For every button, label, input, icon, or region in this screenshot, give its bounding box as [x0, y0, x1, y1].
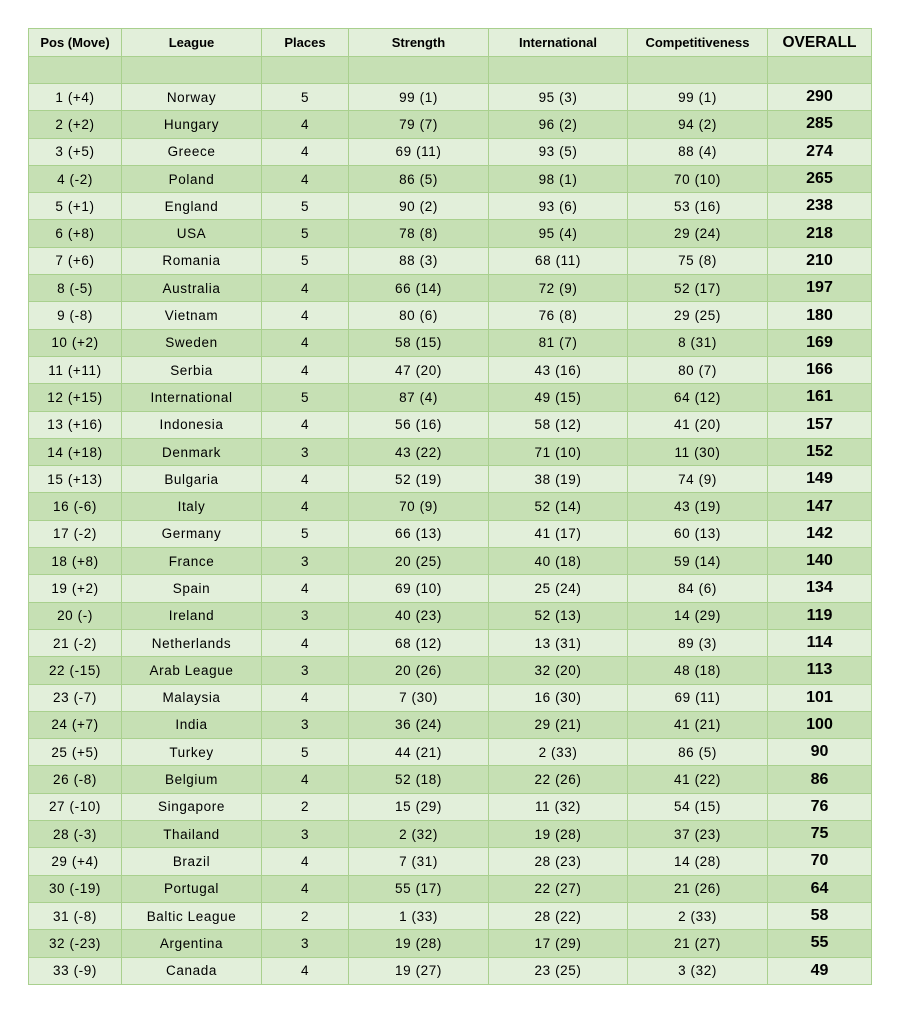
table-row [29, 247, 872, 274]
pos-move-cell: 25 (+5) [29, 739, 122, 766]
strength-cell: 52 (18) [349, 766, 489, 793]
overall-cell: 274 [768, 138, 872, 165]
international-cell: 95 (3) [489, 84, 628, 111]
competitiveness-cell: 21 (26) [628, 875, 768, 902]
league-cell: Turkey [122, 739, 262, 766]
pos-move-cell: 14 (+18) [29, 438, 122, 465]
pos-move-cell: 21 (-2) [29, 629, 122, 656]
international-cell: 71 (10) [489, 438, 628, 465]
competitiveness-cell: 2 (33) [628, 902, 768, 929]
places-cell: 4 [262, 466, 349, 493]
strength-cell: 80 (6) [349, 302, 489, 329]
spacer-cell [489, 57, 628, 84]
strength-cell: 68 (12) [349, 629, 489, 656]
strength-cell: 56 (16) [349, 411, 489, 438]
league-cell: Portugal [122, 875, 262, 902]
pos-move-cell: 4 (-2) [29, 165, 122, 192]
strength-cell: 70 (9) [349, 493, 489, 520]
pos-move-cell: 2 (+2) [29, 111, 122, 138]
pos-move-cell: 15 (+13) [29, 466, 122, 493]
table-row [29, 493, 872, 520]
pos-move-cell: 11 (+11) [29, 356, 122, 383]
places-cell: 3 [262, 657, 349, 684]
places-cell: 3 [262, 602, 349, 629]
overall-cell: 218 [768, 220, 872, 247]
strength-cell: 15 (29) [349, 793, 489, 820]
overall-cell: 101 [768, 684, 872, 711]
pos-move-cell: 29 (+4) [29, 848, 122, 875]
competitiveness-cell: 41 (22) [628, 766, 768, 793]
table-row [29, 657, 872, 684]
pos-move-cell: 22 (-15) [29, 657, 122, 684]
competitiveness-cell: 60 (13) [628, 520, 768, 547]
places-cell: 5 [262, 193, 349, 220]
table-row [29, 84, 872, 111]
league-cell: Italy [122, 493, 262, 520]
international-cell: 68 (11) [489, 247, 628, 274]
strength-cell: 2 (32) [349, 821, 489, 848]
league-cell: Poland [122, 165, 262, 192]
strength-cell: 87 (4) [349, 384, 489, 411]
table-row [29, 302, 872, 329]
league-cell: Australia [122, 275, 262, 302]
international-cell: 32 (20) [489, 657, 628, 684]
pos-move-cell: 32 (-23) [29, 930, 122, 957]
pos-move-cell: 30 (-19) [29, 875, 122, 902]
overall-cell: 75 [768, 821, 872, 848]
table-row [29, 220, 872, 247]
overall-cell: 140 [768, 548, 872, 575]
pos-move-cell: 17 (-2) [29, 520, 122, 547]
table-row [29, 138, 872, 165]
header-row [29, 29, 872, 57]
overall-cell: 64 [768, 875, 872, 902]
places-cell: 4 [262, 957, 349, 984]
pos-move-cell: 8 (-5) [29, 275, 122, 302]
pos-move-cell: 5 (+1) [29, 193, 122, 220]
overall-cell: 86 [768, 766, 872, 793]
strength-cell: 58 (15) [349, 329, 489, 356]
competitiveness-cell: 3 (32) [628, 957, 768, 984]
league-cell: Germany [122, 520, 262, 547]
table-row [29, 275, 872, 302]
overall-cell: 49 [768, 957, 872, 984]
table-row [29, 875, 872, 902]
places-cell: 3 [262, 930, 349, 957]
places-cell: 4 [262, 165, 349, 192]
strength-cell: 19 (28) [349, 930, 489, 957]
international-cell: 52 (14) [489, 493, 628, 520]
overall-cell: 265 [768, 165, 872, 192]
competitiveness-cell: 11 (30) [628, 438, 768, 465]
strength-cell: 69 (11) [349, 138, 489, 165]
competitiveness-cell: 89 (3) [628, 629, 768, 656]
league-cell: Ireland [122, 602, 262, 629]
competitiveness-cell: 29 (24) [628, 220, 768, 247]
places-cell: 4 [262, 275, 349, 302]
competitiveness-cell: 52 (17) [628, 275, 768, 302]
places-cell: 2 [262, 902, 349, 929]
pos-move-cell: 26 (-8) [29, 766, 122, 793]
overall-cell: 149 [768, 466, 872, 493]
competitiveness-cell: 14 (28) [628, 848, 768, 875]
pos-move-cell: 9 (-8) [29, 302, 122, 329]
league-cell: Romania [122, 247, 262, 274]
competitiveness-cell: 88 (4) [628, 138, 768, 165]
international-cell: 11 (32) [489, 793, 628, 820]
strength-cell: 52 (19) [349, 466, 489, 493]
international-cell: 43 (16) [489, 356, 628, 383]
table-row [29, 329, 872, 356]
league-cell: Belgium [122, 766, 262, 793]
places-cell: 2 [262, 793, 349, 820]
table-row [29, 930, 872, 957]
competitiveness-cell: 41 (20) [628, 411, 768, 438]
table-row [29, 629, 872, 656]
places-cell: 5 [262, 384, 349, 411]
league-cell: France [122, 548, 262, 575]
places-cell: 5 [262, 520, 349, 547]
table-row [29, 684, 872, 711]
league-cell: Denmark [122, 438, 262, 465]
table-body [29, 57, 872, 985]
strength-cell: 66 (14) [349, 275, 489, 302]
pos-move-cell: 23 (-7) [29, 684, 122, 711]
league-cell: India [122, 711, 262, 738]
international-cell: 16 (30) [489, 684, 628, 711]
competitiveness-cell: 21 (27) [628, 930, 768, 957]
header-league: League [122, 29, 262, 57]
spacer-cell [768, 57, 872, 84]
league-cell: Arab League [122, 657, 262, 684]
league-cell: Indonesia [122, 411, 262, 438]
overall-cell: 119 [768, 602, 872, 629]
spacer-cell [29, 57, 122, 84]
strength-cell: 20 (25) [349, 548, 489, 575]
international-cell: 52 (13) [489, 602, 628, 629]
overall-cell: 55 [768, 930, 872, 957]
pos-move-cell: 20 (-) [29, 602, 122, 629]
table-row [29, 766, 872, 793]
competitiveness-cell: 8 (31) [628, 329, 768, 356]
competitiveness-cell: 41 (21) [628, 711, 768, 738]
strength-cell: 99 (1) [349, 84, 489, 111]
league-cell: Norway [122, 84, 262, 111]
league-cell: Baltic League [122, 902, 262, 929]
header-strength: Strength [349, 29, 489, 57]
competitiveness-cell: 70 (10) [628, 165, 768, 192]
places-cell: 5 [262, 84, 349, 111]
league-cell: Serbia [122, 356, 262, 383]
pos-move-cell: 28 (-3) [29, 821, 122, 848]
strength-cell: 7 (31) [349, 848, 489, 875]
overall-cell: 166 [768, 356, 872, 383]
table-row [29, 602, 872, 629]
international-cell: 22 (27) [489, 875, 628, 902]
places-cell: 3 [262, 821, 349, 848]
places-cell: 4 [262, 493, 349, 520]
competitiveness-cell: 69 (11) [628, 684, 768, 711]
overall-cell: 100 [768, 711, 872, 738]
pos-move-cell: 13 (+16) [29, 411, 122, 438]
league-cell: Greece [122, 138, 262, 165]
strength-cell: 43 (22) [349, 438, 489, 465]
pos-move-cell: 16 (-6) [29, 493, 122, 520]
places-cell: 4 [262, 629, 349, 656]
league-cell: Brazil [122, 848, 262, 875]
league-cell: Sweden [122, 329, 262, 356]
table-row [29, 165, 872, 192]
international-cell: 23 (25) [489, 957, 628, 984]
strength-cell: 90 (2) [349, 193, 489, 220]
competitiveness-cell: 29 (25) [628, 302, 768, 329]
international-cell: 96 (2) [489, 111, 628, 138]
header-competitiveness: Competitiveness [628, 29, 768, 57]
places-cell: 4 [262, 111, 349, 138]
table-row [29, 384, 872, 411]
places-cell: 5 [262, 739, 349, 766]
table-row [29, 848, 872, 875]
international-cell: 25 (24) [489, 575, 628, 602]
overall-cell: 210 [768, 247, 872, 274]
international-cell: 22 (26) [489, 766, 628, 793]
pos-move-cell: 6 (+8) [29, 220, 122, 247]
places-cell: 3 [262, 548, 349, 575]
strength-cell: 7 (30) [349, 684, 489, 711]
league-cell: Hungary [122, 111, 262, 138]
pos-move-cell: 10 (+2) [29, 329, 122, 356]
table-row [29, 466, 872, 493]
table-row [29, 193, 872, 220]
league-cell: Netherlands [122, 629, 262, 656]
international-cell: 76 (8) [489, 302, 628, 329]
competitiveness-cell: 14 (29) [628, 602, 768, 629]
places-cell: 4 [262, 684, 349, 711]
table-row [29, 793, 872, 820]
table-row [29, 739, 872, 766]
strength-cell: 79 (7) [349, 111, 489, 138]
overall-cell: 290 [768, 84, 872, 111]
overall-cell: 152 [768, 438, 872, 465]
header-pos-move: Pos (Move) [29, 29, 122, 57]
competitiveness-cell: 53 (16) [628, 193, 768, 220]
overall-cell: 197 [768, 275, 872, 302]
overall-cell: 114 [768, 629, 872, 656]
competitiveness-cell: 94 (2) [628, 111, 768, 138]
places-cell: 4 [262, 411, 349, 438]
places-cell: 4 [262, 766, 349, 793]
pos-move-cell: 12 (+15) [29, 384, 122, 411]
competitiveness-cell: 59 (14) [628, 548, 768, 575]
places-cell: 4 [262, 575, 349, 602]
table-row [29, 111, 872, 138]
competitiveness-cell: 74 (9) [628, 466, 768, 493]
overall-cell: 157 [768, 411, 872, 438]
strength-cell: 1 (33) [349, 902, 489, 929]
table-row [29, 520, 872, 547]
spacer-cell [349, 57, 489, 84]
strength-cell: 55 (17) [349, 875, 489, 902]
international-cell: 95 (4) [489, 220, 628, 247]
international-cell: 81 (7) [489, 329, 628, 356]
strength-cell: 19 (27) [349, 957, 489, 984]
header-places: Places [262, 29, 349, 57]
international-cell: 28 (22) [489, 902, 628, 929]
table-row [29, 575, 872, 602]
league-cell: Bulgaria [122, 466, 262, 493]
international-cell: 72 (9) [489, 275, 628, 302]
header-international: International [489, 29, 628, 57]
overall-cell: 147 [768, 493, 872, 520]
overall-cell: 161 [768, 384, 872, 411]
league-cell: Malaysia [122, 684, 262, 711]
spacer-cell [262, 57, 349, 84]
overall-cell: 169 [768, 329, 872, 356]
overall-cell: 70 [768, 848, 872, 875]
league-cell: USA [122, 220, 262, 247]
overall-cell: 142 [768, 520, 872, 547]
strength-cell: 78 (8) [349, 220, 489, 247]
pos-move-cell: 18 (+8) [29, 548, 122, 575]
places-cell: 4 [262, 302, 349, 329]
international-cell: 41 (17) [489, 520, 628, 547]
strength-cell: 44 (21) [349, 739, 489, 766]
league-cell: Canada [122, 957, 262, 984]
places-cell: 4 [262, 875, 349, 902]
places-cell: 5 [262, 247, 349, 274]
international-cell: 98 (1) [489, 165, 628, 192]
overall-cell: 238 [768, 193, 872, 220]
spacer-row [29, 57, 872, 84]
league-cell: Vietnam [122, 302, 262, 329]
overall-cell: 285 [768, 111, 872, 138]
competitiveness-cell: 84 (6) [628, 575, 768, 602]
strength-cell: 36 (24) [349, 711, 489, 738]
places-cell: 5 [262, 220, 349, 247]
table-row [29, 548, 872, 575]
international-cell: 13 (31) [489, 629, 628, 656]
table-header [29, 29, 872, 57]
pos-move-cell: 31 (-8) [29, 902, 122, 929]
strength-cell: 40 (23) [349, 602, 489, 629]
overall-cell: 180 [768, 302, 872, 329]
competitiveness-cell: 99 (1) [628, 84, 768, 111]
overall-cell: 58 [768, 902, 872, 929]
overall-cell: 134 [768, 575, 872, 602]
spacer-cell [122, 57, 262, 84]
pos-move-cell: 27 (-10) [29, 793, 122, 820]
competitiveness-cell: 37 (23) [628, 821, 768, 848]
pos-move-cell: 3 (+5) [29, 138, 122, 165]
league-cell: Spain [122, 575, 262, 602]
table-row [29, 711, 872, 738]
international-cell: 2 (33) [489, 739, 628, 766]
table-row [29, 411, 872, 438]
overall-cell: 90 [768, 739, 872, 766]
overall-cell: 113 [768, 657, 872, 684]
spacer-cell [628, 57, 768, 84]
competitiveness-cell: 54 (15) [628, 793, 768, 820]
strength-cell: 20 (26) [349, 657, 489, 684]
international-cell: 93 (6) [489, 193, 628, 220]
table-row [29, 356, 872, 383]
international-cell: 17 (29) [489, 930, 628, 957]
header-overall: OVERALL [768, 29, 872, 57]
places-cell: 4 [262, 138, 349, 165]
international-cell: 40 (18) [489, 548, 628, 575]
international-cell: 58 (12) [489, 411, 628, 438]
league-cell: Thailand [122, 821, 262, 848]
strength-cell: 47 (20) [349, 356, 489, 383]
competitiveness-cell: 43 (19) [628, 493, 768, 520]
international-cell: 28 (23) [489, 848, 628, 875]
international-cell: 38 (19) [489, 466, 628, 493]
international-cell: 49 (15) [489, 384, 628, 411]
league-cell: Argentina [122, 930, 262, 957]
places-cell: 4 [262, 356, 349, 383]
strength-cell: 66 (13) [349, 520, 489, 547]
table-row [29, 438, 872, 465]
league-cell: International [122, 384, 262, 411]
competitiveness-cell: 86 (5) [628, 739, 768, 766]
overall-cell: 76 [768, 793, 872, 820]
pos-move-cell: 19 (+2) [29, 575, 122, 602]
league-cell: Singapore [122, 793, 262, 820]
competitiveness-cell: 64 (12) [628, 384, 768, 411]
places-cell: 3 [262, 438, 349, 465]
competitiveness-cell: 75 (8) [628, 247, 768, 274]
competitiveness-cell: 48 (18) [628, 657, 768, 684]
pos-move-cell: 33 (-9) [29, 957, 122, 984]
international-cell: 19 (28) [489, 821, 628, 848]
international-cell: 29 (21) [489, 711, 628, 738]
strength-cell: 88 (3) [349, 247, 489, 274]
pos-move-cell: 24 (+7) [29, 711, 122, 738]
places-cell: 3 [262, 711, 349, 738]
table-row [29, 957, 872, 984]
strength-cell: 86 (5) [349, 165, 489, 192]
pos-move-cell: 7 (+6) [29, 247, 122, 274]
competitiveness-cell: 80 (7) [628, 356, 768, 383]
places-cell: 4 [262, 848, 349, 875]
league-cell: England [122, 193, 262, 220]
table-row [29, 902, 872, 929]
league-ranking-table [28, 28, 872, 985]
places-cell: 4 [262, 329, 349, 356]
table-row [29, 821, 872, 848]
strength-cell: 69 (10) [349, 575, 489, 602]
pos-move-cell: 1 (+4) [29, 84, 122, 111]
international-cell: 93 (5) [489, 138, 628, 165]
